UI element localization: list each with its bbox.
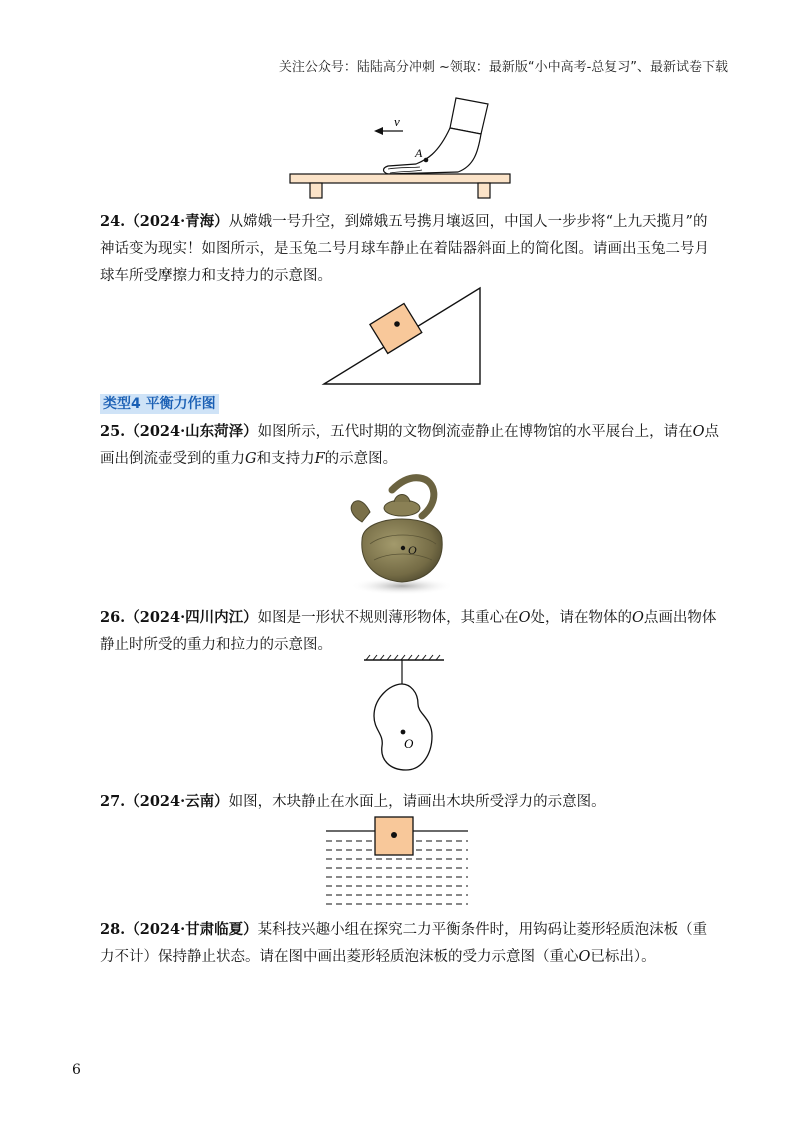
center-o-label: O [404, 736, 414, 751]
page-header: 关注公众号：陆陆高分冲刺 ~领取：最新版“小中高考-总复习”、最新试卷下载 [278, 60, 728, 75]
figure-floating-block [322, 815, 472, 907]
figure-incline [320, 284, 486, 388]
question-number: 24. [100, 213, 126, 230]
question-source: （2024·甘肃临夏） [125, 921, 258, 938]
question-text: 如图，木块静止在水面上，请画出木块所受浮力的示意图。 [228, 794, 606, 810]
center-o-label: O [408, 543, 417, 557]
question-source: （2024·青海） [125, 213, 229, 230]
question-number: 26. [100, 609, 126, 626]
velocity-label: v [394, 114, 400, 129]
section-heading: 类型4 平衡力作图 [100, 394, 219, 414]
point-a-label: A [415, 146, 423, 160]
figure-teapot [340, 472, 460, 596]
question-source: （2024·四川内江） [125, 609, 258, 626]
question-26: 26.（2024·四川内江）如图是一形状不规则薄形物体，其重心在O处，请在物体的O点画出物体静止时所受的重力和拉力的示意图。 [100, 609, 717, 653]
question-number: 25. [100, 423, 126, 440]
question-source: （2024·云南） [125, 793, 229, 810]
question-source: （2024·山东菏泽） [125, 423, 258, 440]
figure-hand-board [288, 94, 514, 204]
figure-hanging-object [360, 654, 450, 782]
page-number: 6 [72, 1062, 81, 1078]
question-text: 从嫦娥一号升空，到嫦娥五号携月壤返回，中国人一步步将“上九天揽月”的神话变为现实！如图所示，是玉兔二号月球车静止在着陆器斜面上的简化图。请画出玉兔二号月球车所受摩擦力和支持力的示意图。 [100, 214, 709, 284]
question-28: 28.（2024·甘肃临夏）某科技兴趣小组在探究二力平衡条件时，用钩码让菱形轻质泡沫板（重力不计）保持静止状态。请在图中画出菱形轻质泡沫板的受力示意图（重心O已标出）。 [100, 921, 708, 965]
question-25: 25.（2024·山东菏泽）如图所示，五代时期的文物倒流壶静止在博物馆的水平展台上，请在O点画出倒流壶受到的重力G和支持力F的示意图。 [100, 423, 720, 467]
question-24 [100, 208, 720, 290]
question-27 [100, 788, 720, 816]
question-number: 28. [100, 921, 126, 938]
question-number: 27. [100, 793, 126, 810]
